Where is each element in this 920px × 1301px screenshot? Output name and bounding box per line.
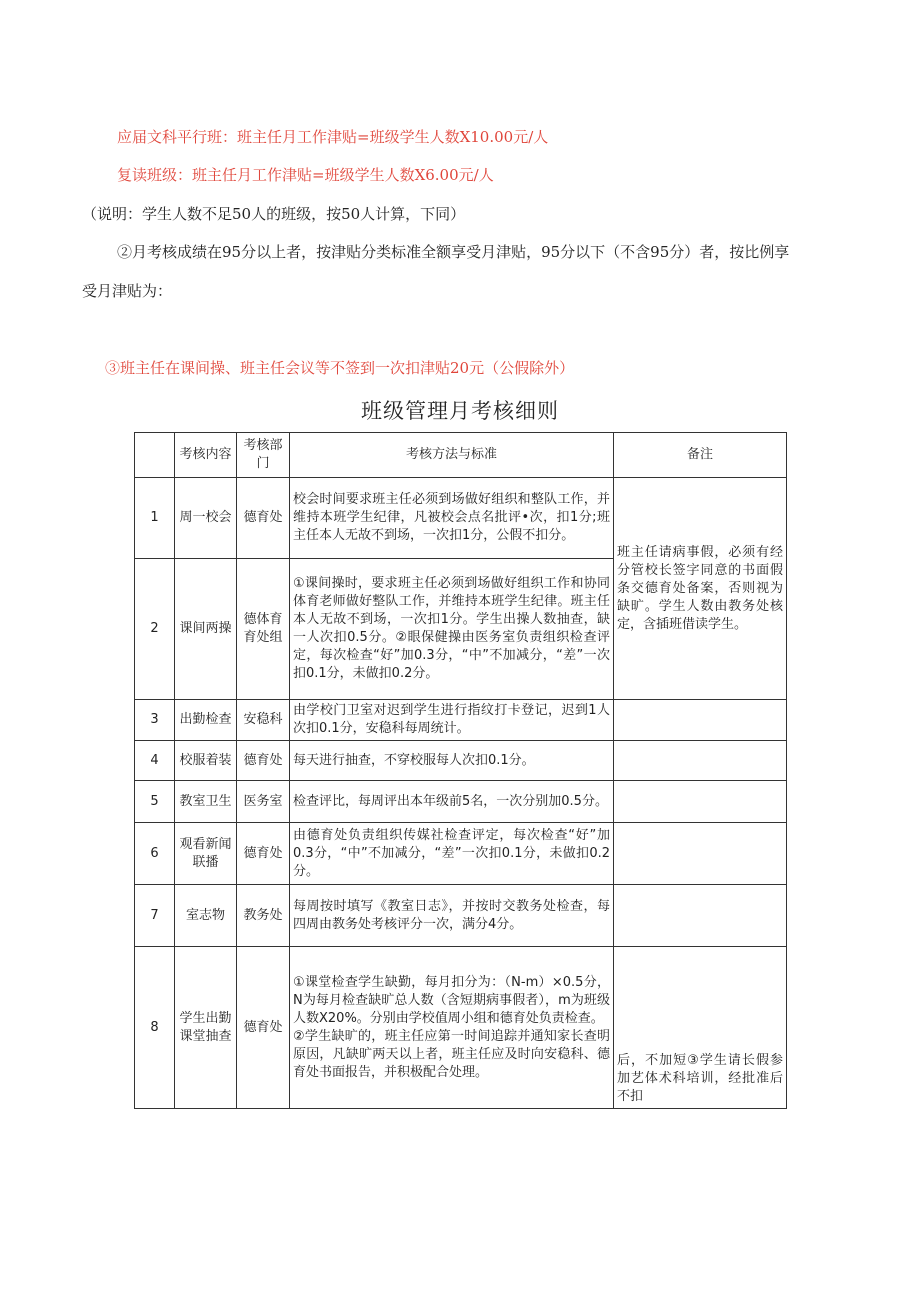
row-note-empty bbox=[614, 700, 787, 741]
header-dept: 考核部门 bbox=[237, 433, 290, 478]
row-note: 班主任请病事假，必须有经分管校长签字同意的书面假条交德育处备案，否则视为缺旷。学生人数由教务处核定，含插班借读学生。 bbox=[614, 478, 787, 700]
note-line: （说明：学生人数不足50人的班级，按50人计算，下同） bbox=[82, 205, 466, 223]
rule-2-line: ②月考核成绩在95分以上者，按津贴分类标准全额享受月津贴，95分以下（不含95分）者，按比例享 bbox=[117, 243, 790, 261]
row-method: 由学校门卫室对迟到学生进行指纹打卡登记，迟到1人次扣0.1分，安稳科每周统计。 bbox=[290, 700, 614, 741]
row-method: 由德育处负责组织传媒社检查评定，每次检查“好”加0.3分，“中”不加减分，“差”一次扣0.1分，未做扣0.2分。 bbox=[290, 823, 614, 885]
row-content: 室志物 bbox=[175, 885, 237, 947]
row-number: 7 bbox=[135, 885, 175, 947]
table-row bbox=[135, 823, 787, 885]
row-number: 2 bbox=[135, 559, 175, 700]
table-row bbox=[135, 700, 787, 741]
row-dept: 德育处 bbox=[237, 823, 290, 885]
row-method-part-1: ①课堂检查学生缺勤，每月扣分为：（N-m）×0.5分，N为每月检查缺旷总人数（含短期病事假者），m为班级人数X20%。分别由学校值周小组和德育处负责检查。 bbox=[293, 974, 610, 1026]
row-number: 4 bbox=[135, 741, 175, 781]
table-row bbox=[135, 741, 787, 781]
row-method bbox=[290, 947, 614, 1109]
row-content: 校服着装 bbox=[175, 741, 237, 781]
row-content: 周一校会 bbox=[175, 478, 237, 559]
row-method: 每天进行抽查，不穿校服每人次扣0.1分。 bbox=[290, 741, 614, 781]
row-method: 每周按时填写《教室日志》，并按时交教务处检查，每四周由教务处考核评分一次，满分4分。 bbox=[290, 885, 614, 947]
row-method: 检查评比，每周评出本年级前5名，一次分别加0.5分。 bbox=[290, 781, 614, 823]
row-number: 8 bbox=[135, 947, 175, 1109]
row-note-empty bbox=[614, 741, 787, 781]
assessment-table bbox=[134, 432, 787, 1109]
header-no bbox=[135, 433, 175, 478]
row-content: 教室卫生 bbox=[175, 781, 237, 823]
row-number: 6 bbox=[135, 823, 175, 885]
row-method: 校会时间要求班主任必须到场做好组织和整队工作，并维持本班学生纪律，凡被校会点名批评•次，扣1分;班主任本人无故不到场，一次扣1分，公假不扣分。 bbox=[290, 478, 614, 559]
page-title: 班级管理月考核细则 bbox=[361, 399, 559, 423]
table-row bbox=[135, 947, 787, 1109]
row-method-part-2: ②学生缺旷的，班主任应第一时间追踪并通知家长查明原因，凡缺旷两天以上者，班主任应及时向安稳科、德育处书面报告，并积极配合处理。 bbox=[293, 1028, 610, 1080]
row-dept: 德育处 bbox=[237, 478, 290, 559]
table-header-row bbox=[135, 433, 787, 478]
row-dept: 德体育育处组 bbox=[237, 559, 290, 700]
table-row bbox=[135, 885, 787, 947]
table-row bbox=[135, 781, 787, 823]
allowance-line-repeat-class: 复读班级：班主任月工作津贴=班级学生人数X6.00元/人 bbox=[117, 166, 494, 184]
row-number: 1 bbox=[135, 478, 175, 559]
row-number: 3 bbox=[135, 700, 175, 741]
row-note: 后，不加短③学生请长假参加艺体术科培训，经批准后不扣 bbox=[614, 947, 787, 1109]
row-content: 出勤检查 bbox=[175, 700, 237, 741]
table-row bbox=[135, 478, 787, 559]
row-content: 学生出勤课堂抽查 bbox=[175, 947, 237, 1109]
header-note: 备注 bbox=[614, 433, 787, 478]
header-method: 考核方法与标准 bbox=[290, 433, 614, 478]
allowance-line-liberal-arts: 应届文科平行班：班主任月工作津贴=班级学生人数X10.00元/人 bbox=[117, 128, 549, 146]
rule-3-line: ③班主任在课间操、班主任会议等不签到一次扣津贴20元（公假除外） bbox=[105, 359, 575, 377]
row-note-empty bbox=[614, 885, 787, 947]
row-dept: 安稳科 bbox=[237, 700, 290, 741]
row-note-empty bbox=[614, 823, 787, 885]
row-dept: 医务室 bbox=[237, 781, 290, 823]
row-content: 课间两操 bbox=[175, 559, 237, 700]
row-dept: 德育处 bbox=[237, 741, 290, 781]
row-method: ①课间操时，要求班主任必须到场做好组织工作和协同体育老师做好整队工作，并维持本班学生纪律。班主任本人无故不到场，一次扣1分。学生出操人数抽查，缺一人次扣0.5分。②眼保健操由医务室负责组织检查评定，每次检查“好”加0.3分，“中”不加减分，“差”一次扣0.1分，未做扣0.2分。 bbox=[290, 559, 614, 700]
row-dept: 德育处 bbox=[237, 947, 290, 1109]
header-content: 考核内容 bbox=[175, 433, 237, 478]
row-dept: 教务处 bbox=[237, 885, 290, 947]
rule-2-continued: 受月津贴为： bbox=[82, 282, 173, 300]
row-content: 观看新闻联播 bbox=[175, 823, 237, 885]
row-number: 5 bbox=[135, 781, 175, 823]
row-note-empty bbox=[614, 781, 787, 823]
